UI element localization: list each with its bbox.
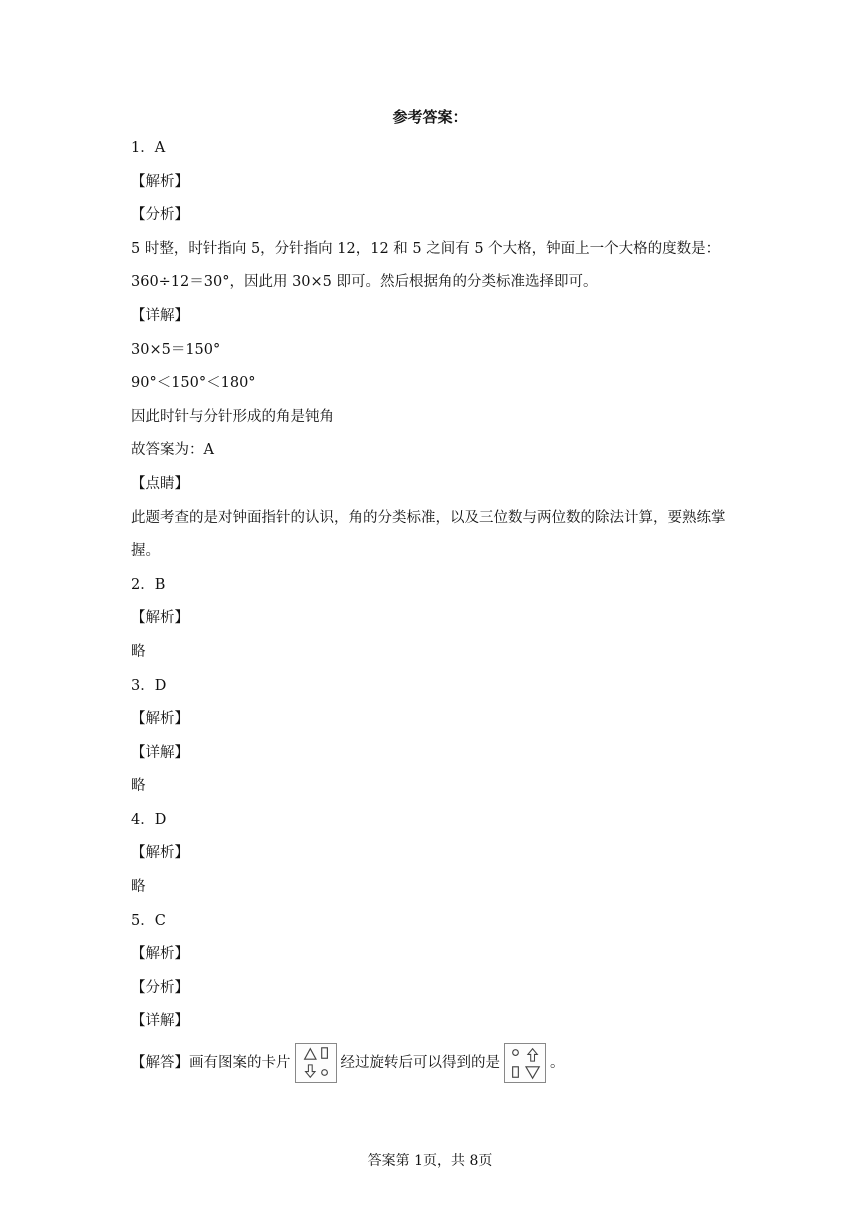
- section-label-jiexi: 【解析】: [131, 610, 189, 627]
- section-label-fenxi: 【分析】: [131, 207, 189, 224]
- final-answer-line: 故答案为：A: [131, 442, 214, 459]
- solution-line: [131, 1043, 741, 1083]
- comment-paragraph: 此题考查的是对钟面指针的认识，角的分类标准，以及三位数与两位数的除法计算，要熟练掌握。: [131, 509, 726, 560]
- comparison-line: 90°＜150°＜180°: [131, 375, 256, 392]
- section-label-jiexi: 【解析】: [131, 173, 189, 190]
- analysis-paragraph: 5 时整，时针指向 5，分针指向 12，12 和 5 之间有 5 个大格，钟面上一个大格的度数是：360÷12＝30°，因此用 30×5 即可。然后根据角的分类标准选择即可。: [131, 240, 721, 291]
- answer-number-5: 5．C: [131, 912, 166, 929]
- section-label-xiangjie: 【详解】: [131, 1013, 189, 1030]
- original-card-shapes-icon: [296, 1044, 336, 1082]
- solution-prefix: 【解答】画有图案的卡片: [131, 1055, 291, 1072]
- omitted-text: 略: [131, 643, 146, 660]
- answer-number-1: 1．A: [131, 140, 166, 156]
- omitted-text: 略: [131, 879, 146, 896]
- solution-middle: 经过旋转后可以得到的是: [340, 1055, 500, 1072]
- section-label-xiangjie: 【详解】: [131, 744, 189, 761]
- conclusion-line: 因此时针与分针形成的角是钝角: [131, 408, 334, 425]
- section-label-fenxi: 【分析】: [131, 979, 189, 996]
- section-label-jiexi: 【解析】: [131, 711, 189, 728]
- answer-number-2: 2．B: [131, 576, 166, 593]
- original-card-image: [295, 1043, 337, 1083]
- section-label-xiangjie: 【详解】: [131, 307, 189, 324]
- answer-content: [131, 132, 741, 1083]
- answer-number-3: 3．D: [131, 677, 167, 694]
- section-label-jiexi: 【解析】: [131, 946, 189, 963]
- answer-number-4: 4．D: [131, 811, 167, 828]
- omitted-text: 略: [131, 778, 146, 795]
- calc-line: 30×5＝150°: [131, 341, 221, 358]
- solution-suffix: 。: [550, 1055, 565, 1072]
- page-title: 参考答案：: [392, 108, 468, 126]
- section-label-jiexi: 【解析】: [131, 845, 189, 862]
- rotated-card-image: [504, 1043, 546, 1083]
- rotated-card-shapes-icon: [505, 1044, 545, 1082]
- page-footer: 答案第 1页，共 8页: [367, 1153, 493, 1169]
- section-label-dianjing: 【点睛】: [131, 475, 189, 492]
